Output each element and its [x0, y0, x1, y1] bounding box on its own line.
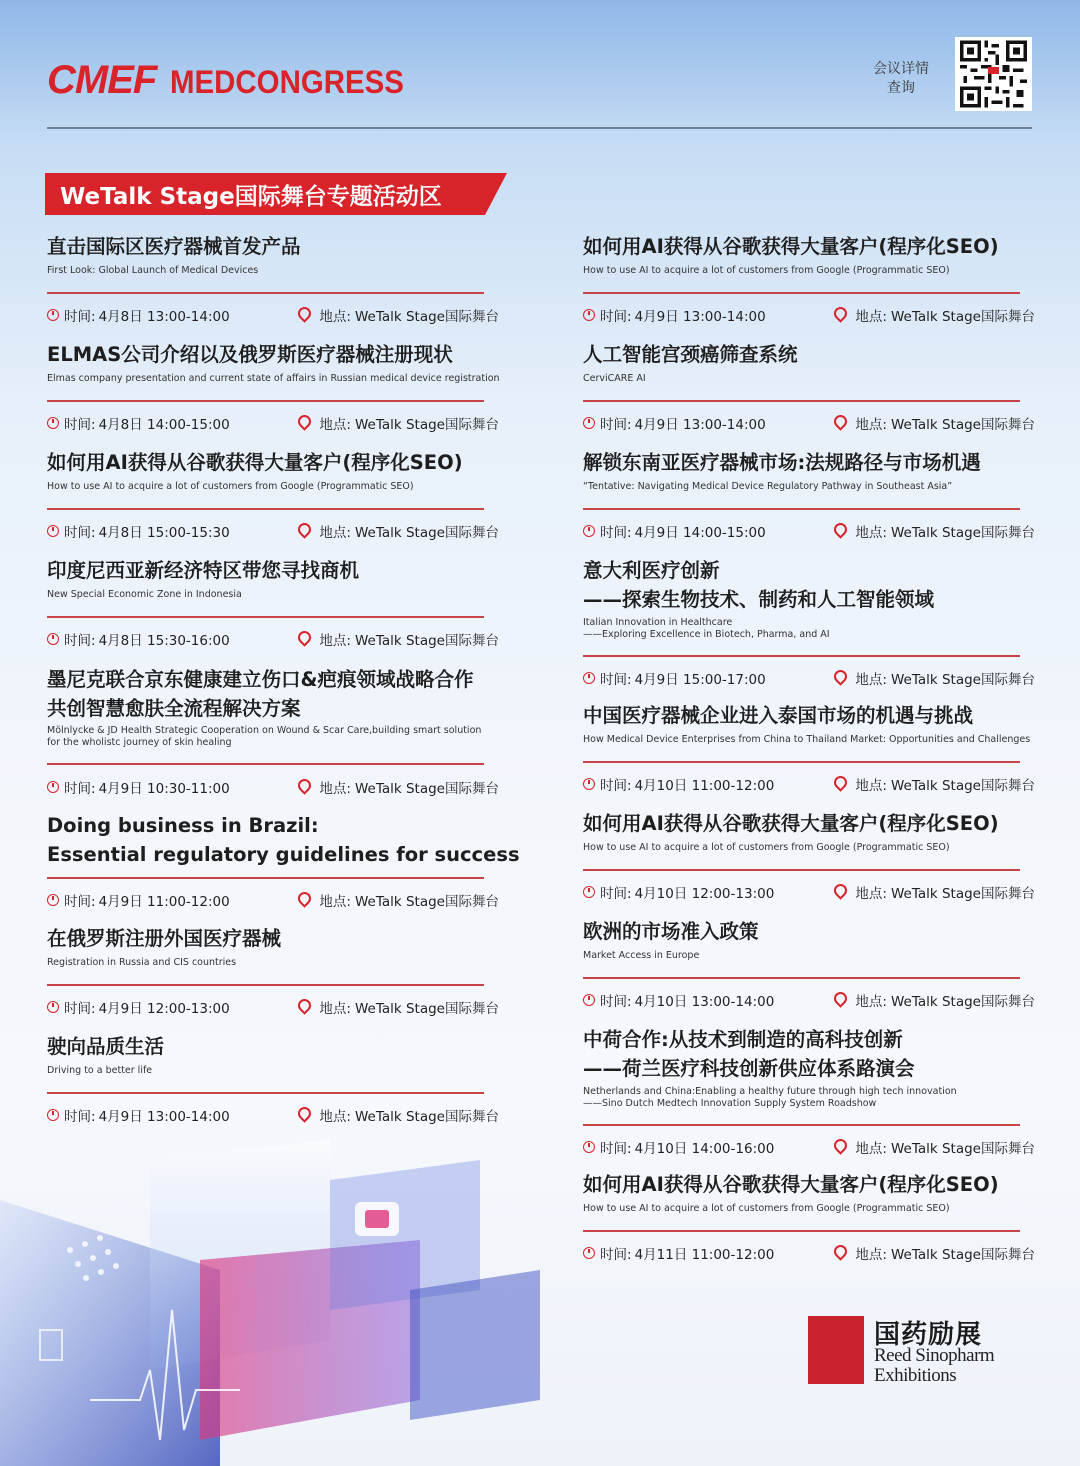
- reed-en-line2: Exhibitions: [874, 1365, 957, 1386]
- time-prefix: 时间:: [64, 309, 96, 325]
- event-title: 直击国际区医疗器械首发产品: [47, 235, 301, 258]
- location-value: WeTalk Stage国际舞台: [354, 633, 499, 649]
- location-value: WeTalk Stage国际舞台: [890, 1247, 1035, 1263]
- event-subtitle: How to use AI to acquire a lot of customers from Google (Programmatic SEO): [583, 842, 950, 853]
- event-divider: [47, 616, 484, 618]
- event-subtitle-line2: for the wholistc journey of skin healing: [47, 737, 232, 748]
- event-divider: [47, 400, 484, 402]
- event-time: [47, 305, 230, 325]
- event-meta: [583, 882, 1035, 902]
- event-item: [47, 924, 507, 969]
- event-divider: [583, 1230, 1020, 1232]
- event-meta: [583, 668, 1035, 688]
- event-location: [834, 668, 1035, 688]
- event-location: [834, 1243, 1035, 1263]
- clock-icon: [47, 309, 59, 321]
- location-value: WeTalk Stage国际舞台: [354, 417, 499, 433]
- location-value: WeTalk Stage国际舞台: [354, 781, 499, 797]
- event-meta: [583, 774, 1035, 794]
- event-subtitle: How to use AI to acquire a lot of customers from Google (Programmatic SEO): [583, 265, 950, 276]
- event-title: 人工智能宫颈癌筛查系统: [583, 343, 798, 366]
- event-title: 如何用AI获得从谷歌获得大量客户(程序化SEO): [583, 235, 999, 258]
- event-title: 解锁东南亚医疗器械市场:法规路径与市场机遇: [583, 451, 981, 474]
- location-pin-icon: [296, 1104, 314, 1122]
- location-prefix: 地点:: [855, 886, 887, 902]
- location-pin-icon: [832, 304, 850, 322]
- clock-icon: [583, 1141, 595, 1153]
- time-prefix: 时间:: [64, 781, 96, 797]
- time-prefix: 时间:: [64, 417, 96, 433]
- clock-icon: [583, 309, 595, 321]
- qr-code[interactable]: [955, 37, 1032, 111]
- event-subtitle: Italian Innovation in Healthcare: [583, 617, 733, 628]
- event-item: [583, 340, 1043, 385]
- event-title: Doing business in Brazil:: [47, 814, 319, 837]
- event-subtitle: Market Access in Europe: [583, 950, 700, 961]
- event-meta: [47, 521, 499, 541]
- location-prefix: 地点:: [855, 672, 887, 688]
- location-pin-icon: [832, 1136, 850, 1154]
- event-title: 如何用AI获得从谷歌获得大量客户(程序化SEO): [47, 451, 463, 474]
- event-meta: [583, 413, 1035, 433]
- location-prefix: 地点:: [855, 309, 887, 325]
- event-divider: [583, 869, 1020, 871]
- location-pin-icon: [832, 520, 850, 538]
- clock-icon: [583, 672, 595, 684]
- location-value: WeTalk Stage国际舞台: [354, 894, 499, 910]
- location-pin-icon: [832, 412, 850, 430]
- logo-cmef-text: CMEF: [47, 58, 157, 102]
- event-item: [583, 1025, 1043, 1110]
- location-pin-icon: [296, 776, 314, 794]
- event-item: [47, 556, 507, 601]
- time-value: 4月10日 11:00-12:00: [634, 778, 775, 794]
- qr-caption-line1: 会议详情: [873, 61, 929, 77]
- event-divider: [47, 1092, 484, 1094]
- event-title: ELMAS公司介绍以及俄罗斯医疗器械注册现状: [47, 343, 453, 366]
- location-value: WeTalk Stage国际舞台: [890, 886, 1035, 902]
- event-time: [583, 413, 766, 433]
- event-title: 意大利医疗创新: [583, 559, 720, 582]
- event-subtitle: How to use AI to acquire a lot of customers from Google (Programmatic SEO): [583, 1203, 950, 1214]
- event-subtitle-line2: ——Sino Dutch Medtech Innovation Supply System Roadshow: [583, 1098, 877, 1109]
- event-divider: [583, 977, 1020, 979]
- event-item: [47, 811, 520, 869]
- event-divider: [583, 400, 1020, 402]
- event-item: [47, 232, 507, 277]
- banner-title: WeTalk Stage国际舞台专题活动区: [60, 184, 442, 210]
- location-prefix: 地点:: [855, 525, 887, 541]
- event-subtitle: First Look: Global Launch of Medical Devices: [47, 265, 259, 276]
- time-prefix: 时间:: [600, 525, 632, 541]
- event-location: [834, 774, 1035, 794]
- reed-cn-name: 国药励展: [874, 1320, 983, 1350]
- event-meta: [583, 1243, 1035, 1263]
- event-meta: [47, 890, 499, 910]
- section-banner: [45, 173, 507, 215]
- time-prefix: 时间:: [600, 1247, 632, 1263]
- event-item: [583, 701, 1043, 746]
- event-divider: [47, 292, 484, 294]
- time-prefix: 时间:: [600, 886, 632, 902]
- location-pin-icon: [832, 667, 850, 685]
- location-pin-icon: [296, 520, 314, 538]
- location-value: WeTalk Stage国际舞台: [890, 672, 1035, 688]
- event-divider: [583, 292, 1020, 294]
- time-prefix: 时间:: [600, 672, 632, 688]
- location-prefix: 地点:: [319, 1001, 351, 1017]
- location-value: WeTalk Stage国际舞台: [354, 1001, 499, 1017]
- reed-seal-icon: [808, 1316, 864, 1384]
- time-value: 4月9日 13:00-14:00: [98, 1109, 230, 1125]
- event-subtitle: Netherlands and China:Enabling a healthy future through high tech innovation: [583, 1086, 957, 1097]
- location-pin-icon: [296, 412, 314, 430]
- event-title-line2: 共创智慧愈肤全流程解决方案: [47, 697, 301, 720]
- time-prefix: 时间:: [600, 417, 632, 433]
- time-prefix: 时间:: [64, 633, 96, 649]
- time-value: 4月8日 15:30-16:00: [98, 633, 230, 649]
- page-header: [0, 0, 1080, 130]
- time-value: 4月9日 13:00-14:00: [634, 309, 766, 325]
- event-divider: [583, 761, 1020, 763]
- event-title: 如何用AI获得从谷歌获得大量客户(程序化SEO): [583, 1173, 999, 1196]
- logo-medcongress-text: MEDCONGRESS: [170, 64, 405, 100]
- event-item: [583, 809, 1043, 854]
- qr-caption: [866, 60, 936, 98]
- location-prefix: 地点:: [319, 525, 351, 541]
- time-value: 4月9日 10:30-11:00: [98, 781, 230, 797]
- time-prefix: 时间:: [600, 994, 632, 1010]
- event-title: 驶向品质生活: [47, 1035, 165, 1058]
- time-prefix: 时间:: [64, 1109, 96, 1125]
- cmef-medcongress-logo: [47, 58, 425, 103]
- location-value: WeTalk Stage国际舞台: [890, 309, 1035, 325]
- event-time: [47, 521, 230, 541]
- time-value: 4月8日 14:00-15:00: [98, 417, 230, 433]
- location-prefix: 地点:: [855, 778, 887, 794]
- event-subtitle: Registration in Russia and CIS countries: [47, 957, 237, 968]
- event-time: [583, 1243, 774, 1263]
- event-time: [583, 882, 774, 902]
- clock-icon: [47, 894, 59, 906]
- event-title: 在俄罗斯注册外国医疗器械: [47, 927, 282, 950]
- event-meta: [583, 1137, 1035, 1157]
- event-item: [583, 556, 1043, 641]
- event-item: [47, 340, 507, 385]
- decorative-tech-graphic: [0, 1140, 540, 1466]
- location-prefix: 地点:: [319, 781, 351, 797]
- time-value: 4月9日 12:00-13:00: [98, 1001, 230, 1017]
- event-location: [834, 1137, 1035, 1157]
- event-location: [298, 521, 499, 541]
- event-time: [583, 990, 774, 1010]
- location-prefix: 地点:: [319, 1109, 351, 1125]
- time-value: 4月9日 15:00-17:00: [634, 672, 766, 688]
- event-item: [583, 232, 1043, 277]
- location-prefix: 地点:: [319, 309, 351, 325]
- qr-caption-line2: 查询: [887, 80, 915, 96]
- event-title: 欧洲的市场准入政策: [583, 920, 759, 943]
- event-location: [298, 997, 499, 1017]
- time-value: 4月11日 11:00-12:00: [634, 1247, 775, 1263]
- event-title-line2: ——荷兰医疗科技创新供应体系路演会: [583, 1057, 915, 1080]
- clock-icon: [583, 778, 595, 790]
- event-divider: [47, 877, 484, 879]
- clock-icon: [583, 525, 595, 537]
- event-subtitle: Mölnlycke & JD Health Strategic Cooperation on Wound & Scar Care,building smart solution: [47, 725, 482, 736]
- event-time: [47, 997, 230, 1017]
- location-pin-icon: [832, 881, 850, 899]
- location-pin-icon: [296, 996, 314, 1014]
- clock-icon: [47, 1001, 59, 1013]
- event-time: [47, 777, 230, 797]
- event-location: [298, 890, 499, 910]
- event-location: [298, 413, 499, 433]
- location-pin-icon: [832, 989, 850, 1007]
- location-pin-icon: [296, 889, 314, 907]
- location-value: WeTalk Stage国际舞台: [354, 525, 499, 541]
- event-time: [47, 413, 230, 433]
- event-subtitle: “Tentative: Navigating Medical Device Regulatory Pathway in Southeast Asia”: [583, 481, 953, 492]
- event-time: [583, 668, 766, 688]
- event-location: [298, 305, 499, 325]
- event-time: [583, 1137, 774, 1157]
- event-subtitle: CerviCARE AI: [583, 373, 646, 384]
- time-value: 4月10日 14:00-16:00: [634, 1141, 775, 1157]
- location-prefix: 地点:: [855, 1247, 887, 1263]
- event-title: 中荷合作:从技术到制造的高科技创新: [583, 1028, 903, 1051]
- time-prefix: 时间:: [600, 778, 632, 794]
- location-pin-icon: [296, 628, 314, 646]
- event-meta: [583, 521, 1035, 541]
- event-location: [834, 413, 1035, 433]
- event-title: 中国医疗器械企业进入泰国市场的机遇与挑战: [583, 704, 974, 727]
- time-prefix: 时间:: [600, 1141, 632, 1157]
- event-time: [47, 890, 230, 910]
- event-location: [298, 629, 499, 649]
- event-location: [834, 882, 1035, 902]
- location-value: WeTalk Stage国际舞台: [890, 525, 1035, 541]
- event-divider: [583, 508, 1020, 510]
- event-location: [298, 1105, 499, 1125]
- event-meta: [47, 305, 499, 325]
- time-value: 4月10日 12:00-13:00: [634, 886, 775, 902]
- location-value: WeTalk Stage国际舞台: [890, 778, 1035, 794]
- location-prefix: 地点:: [319, 633, 351, 649]
- event-location: [834, 305, 1035, 325]
- event-divider: [583, 1124, 1020, 1126]
- event-subtitle-line2: ——Exploring Excellence in Biotech, Pharma, and AI: [583, 629, 830, 640]
- event-item: [47, 448, 507, 493]
- event-subtitle: Driving to a better life: [47, 1065, 153, 1076]
- time-value: 4月9日 14:00-15:00: [634, 525, 766, 541]
- time-value: 4月8日 13:00-14:00: [98, 309, 230, 325]
- event-title-line2: ——探索生物技术、制药和人工智能领域: [583, 588, 935, 611]
- location-value: WeTalk Stage国际舞台: [354, 309, 499, 325]
- event-time: [583, 774, 774, 794]
- location-prefix: 地点:: [855, 417, 887, 433]
- location-pin-icon: [296, 304, 314, 322]
- event-subtitle: How to use AI to acquire a lot of customers from Google (Programmatic SEO): [47, 481, 414, 492]
- location-pin-icon: [832, 1242, 850, 1260]
- clock-icon: [583, 886, 595, 898]
- clock-icon: [583, 994, 595, 1006]
- event-item: [583, 448, 1043, 493]
- clock-icon: [583, 417, 595, 429]
- event-meta: [47, 1105, 499, 1125]
- location-value: WeTalk Stage国际舞台: [354, 1109, 499, 1125]
- time-prefix: 时间:: [64, 1001, 96, 1017]
- event-item: [583, 1170, 1043, 1215]
- event-subtitle: How Medical Device Enterprises from China to Thailand Market: Opportunities and Challenges: [583, 734, 1031, 745]
- clock-icon: [583, 1247, 595, 1259]
- clock-icon: [47, 633, 59, 645]
- clock-icon: [47, 1109, 59, 1121]
- clock-icon: [47, 525, 59, 537]
- reed-en-name: [874, 1346, 994, 1386]
- event-title: 如何用AI获得从谷歌获得大量客户(程序化SEO): [583, 812, 999, 835]
- event-meta: [47, 629, 499, 649]
- location-value: WeTalk Stage国际舞台: [890, 1141, 1035, 1157]
- event-subtitle: New Special Economic Zone in Indonesia: [47, 589, 242, 600]
- location-pin-icon: [832, 773, 850, 791]
- time-prefix: 时间:: [64, 525, 96, 541]
- event-time: [583, 305, 766, 325]
- time-prefix: 时间:: [600, 309, 632, 325]
- event-item: [583, 917, 1043, 962]
- location-value: WeTalk Stage国际舞台: [890, 417, 1035, 433]
- event-time: [47, 1105, 230, 1125]
- event-divider: [47, 508, 484, 510]
- event-item: [47, 1032, 507, 1077]
- event-divider: [583, 655, 1020, 657]
- event-meta: [47, 997, 499, 1017]
- location-prefix: 地点:: [855, 1141, 887, 1157]
- event-time: [583, 521, 766, 541]
- location-value: WeTalk Stage国际舞台: [890, 994, 1035, 1010]
- location-prefix: 地点:: [319, 894, 351, 910]
- clock-icon: [47, 417, 59, 429]
- event-title: 印度尼西亚新经济特区带您寻找商机: [47, 559, 360, 582]
- time-value: 4月10日 13:00-14:00: [634, 994, 775, 1010]
- event-meta: [583, 990, 1035, 1010]
- event-time: [47, 629, 230, 649]
- event-location: [834, 990, 1035, 1010]
- event-title-line2: Essential regulatory guidelines for success: [47, 843, 520, 866]
- event-meta: [47, 413, 499, 433]
- time-value: 4月9日 13:00-14:00: [634, 417, 766, 433]
- event-title: 墨尼克联合京东健康建立伤口&疤痕领域战略合作: [47, 668, 474, 691]
- header-divider: [47, 127, 1032, 129]
- event-subtitle: Elmas company presentation and current state of affairs in Russian medical device registration: [47, 373, 500, 384]
- event-meta: [47, 777, 499, 797]
- reed-sinopharm-logo: [808, 1316, 1028, 1386]
- time-value: 4月8日 15:00-15:30: [98, 525, 230, 541]
- location-prefix: 地点:: [319, 417, 351, 433]
- location-prefix: 地点:: [855, 994, 887, 1010]
- time-value: 4月9日 11:00-12:00: [98, 894, 230, 910]
- event-location: [834, 521, 1035, 541]
- event-divider: [47, 984, 484, 986]
- event-location: [298, 777, 499, 797]
- event-divider: [47, 763, 484, 765]
- reed-en-line1: Reed Sinopharm: [874, 1345, 995, 1366]
- event-meta: [583, 305, 1035, 325]
- event-item: [47, 665, 507, 749]
- time-prefix: 时间:: [64, 894, 96, 910]
- clock-icon: [47, 781, 59, 793]
